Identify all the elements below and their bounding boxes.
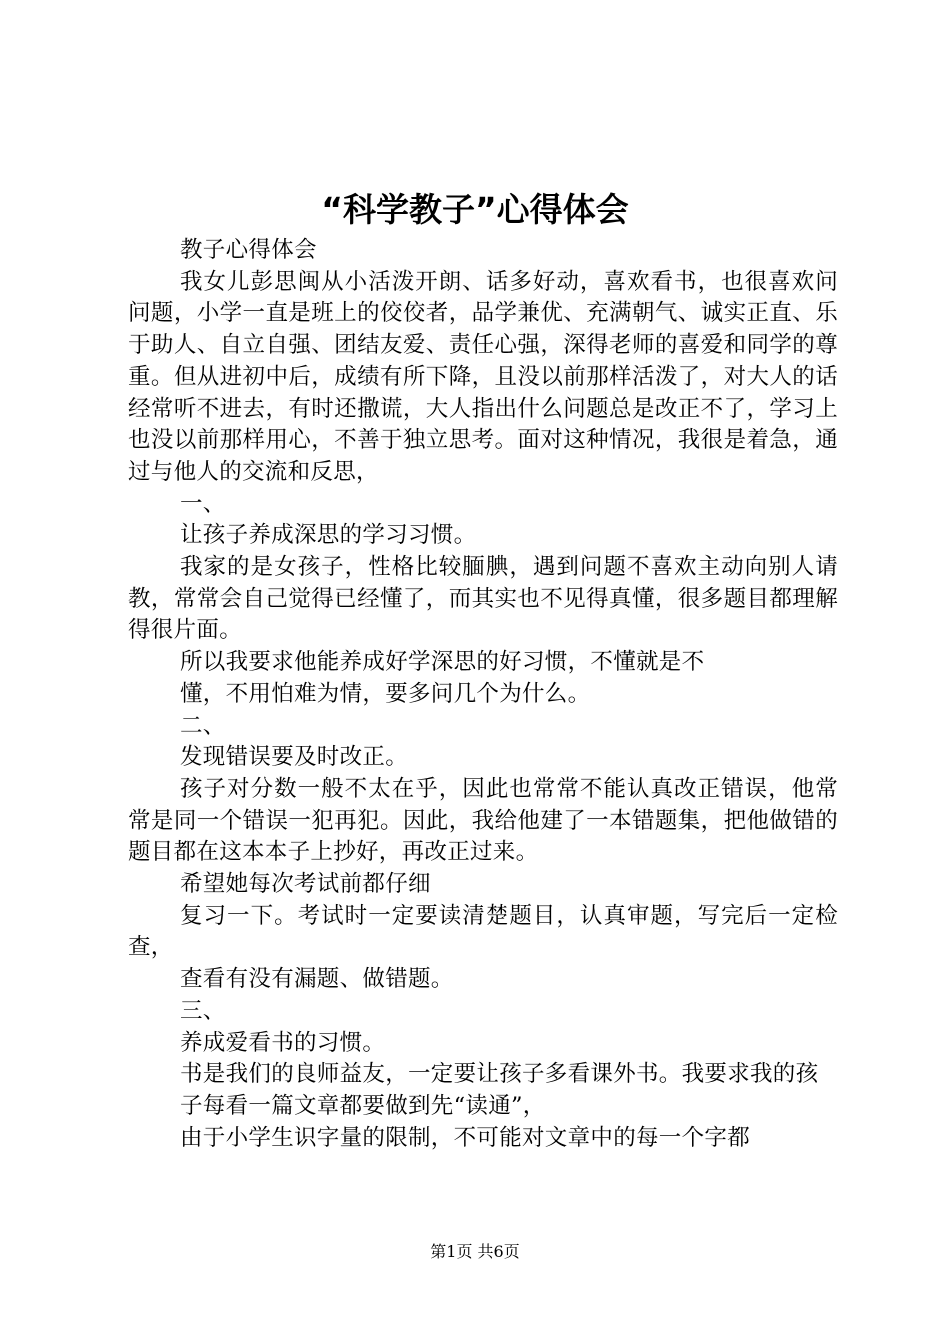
document-title: “科学教子”心得体会: [321, 190, 629, 229]
section-heading-1: 让孩子养成深思的学习习惯。: [180, 522, 477, 549]
document-body: [128, 235, 838, 1154]
section-heading-2: 发现错误要及时改正。: [180, 744, 409, 771]
section-number-2: 二、: [180, 712, 226, 739]
section-number-1: 一、: [180, 490, 226, 517]
paragraph: 查看有没有漏题、做错题。: [180, 966, 454, 993]
paragraph: 孩子对分数一般不太在乎，因此也常常不能认真改正错误，他常常是同一个错误一犯再犯。因此，我给他建了一本错题集，把他做错的题目都在这本本子上抄好，再改正过来。: [128, 775, 838, 866]
paragraph: 所以我要求他能养成好学深思的好习惯，不懂就是不: [180, 649, 705, 676]
paragraph: 懂，不用怕难为情，要多问几个为什么。: [180, 680, 591, 707]
paragraph: 复习一下。考试时一定要读清楚题目，认真审题，写完后一定检查，: [128, 902, 838, 961]
section-heading-3: 养成爱看书的习惯。: [180, 1029, 386, 1056]
paragraph: 子每看一篇文章都要做到先“读通”，: [180, 1092, 546, 1119]
section-number-3: 三、: [180, 997, 226, 1024]
paragraph: 希望她每次考试前都仔细: [180, 871, 431, 898]
paragraph: 我家的是女孩子，性格比较腼腆，遇到问题不喜欢主动向别人请教，常常会自己觉得已经懂了，而其实也不见得真懂，很多题目都理解得很片面。: [128, 554, 838, 644]
paragraph-subtitle: 教子心得体会: [180, 237, 317, 263]
paragraph: 书是我们的良师益友，一定要让孩子多看课外书。我要求我的孩: [180, 1061, 819, 1088]
paragraph: 由于小学生识字量的限制，不可能对文章中的每一个字都: [180, 1124, 751, 1151]
page-footer: 第1页 共6页: [430, 1242, 520, 1261]
paragraph-intro: 我女儿彭思闽从小活泼开朗、话多好动，喜欢看书，也很喜欢问问题，小学一直是班上的佼佼者，品学兼优、充满朝气、诚实正直、乐于助人、自立自强、团结友爱、责任心强，深得老师的喜爱和同学的尊重。但从进初中后，成绩有所下降，且没以前那样活泼了，对大人的话经常听不进去，有时还撒谎，大人指出什么问题总是改正不了，学习上也没以前那样用心，不善于独立思考。面对这种情况，我很是着急，通过与他人的交流和反思，: [128, 268, 838, 485]
